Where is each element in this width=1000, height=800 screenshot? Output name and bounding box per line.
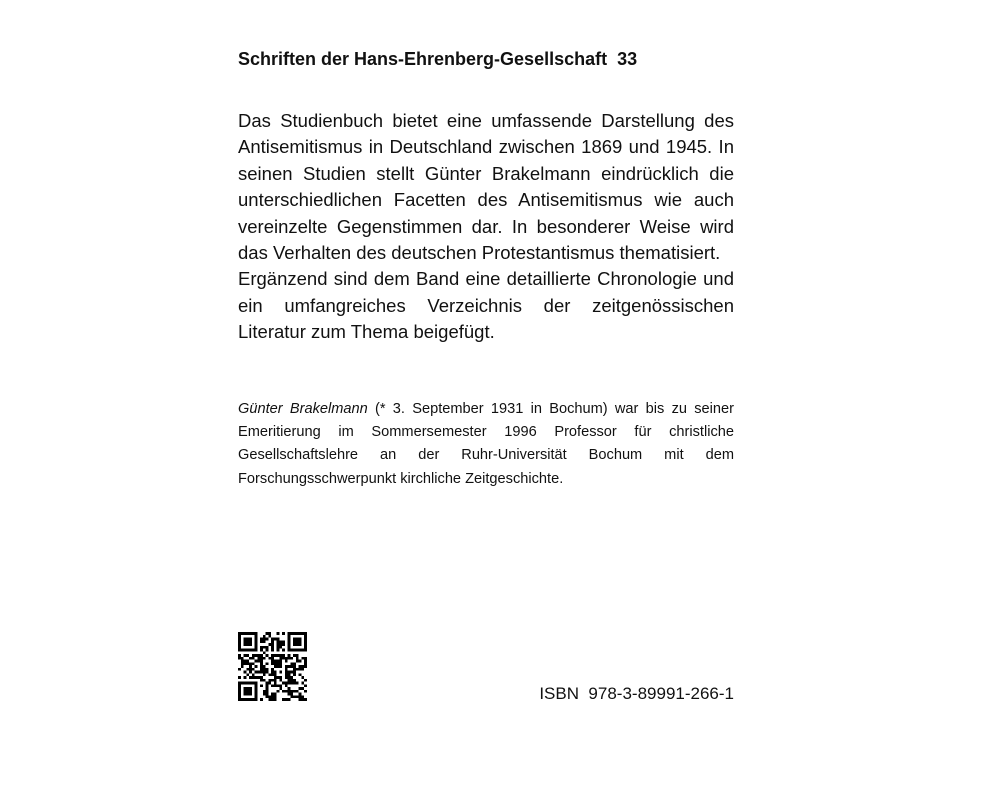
blurb-text (238, 108, 734, 346)
author-bio-text: (* 3. September 1931 in Bochum) war bis zu seiner Emeritierung im Sommersemester 1996 Professor für christliche Gesellschaftslehre an der Ruhr-Universität Bochum mit dem Forschungsschwerpunkt kirchliche Zeitgeschichte. (238, 401, 734, 487)
blurb-paragraph: Das Studienbuch bietet eine umfassende Darstellung des Antisemitismus in Deutschland zwischen 1869 und 1945. In seinen Studien stellt Günter Brakelmann eindrücklich die unterschiedlichen Facetten des Antisemitismus wie auch vereinzelte Gegenstimmen dar. In besonderer Weise wird das Verhalten des deutschen Protestantismus thematisiert. (238, 110, 734, 264)
series-title: Schriften der Hans-Ehrenberg-Gesellschaft 33 (238, 49, 638, 69)
author-name: Günter Brakelmann (238, 401, 368, 417)
isbn-number: ISBN 978-3-89991-266-1 (539, 684, 734, 703)
blurb-paragraph: Ergänzend sind dem Band eine detaillierte Chronologie und ein umfangreiches Verzeichnis der zeitgenössischen Literatur zum Thema beigefügt. (238, 268, 734, 343)
qr-code-icon (238, 632, 307, 701)
author-bio (238, 398, 734, 491)
